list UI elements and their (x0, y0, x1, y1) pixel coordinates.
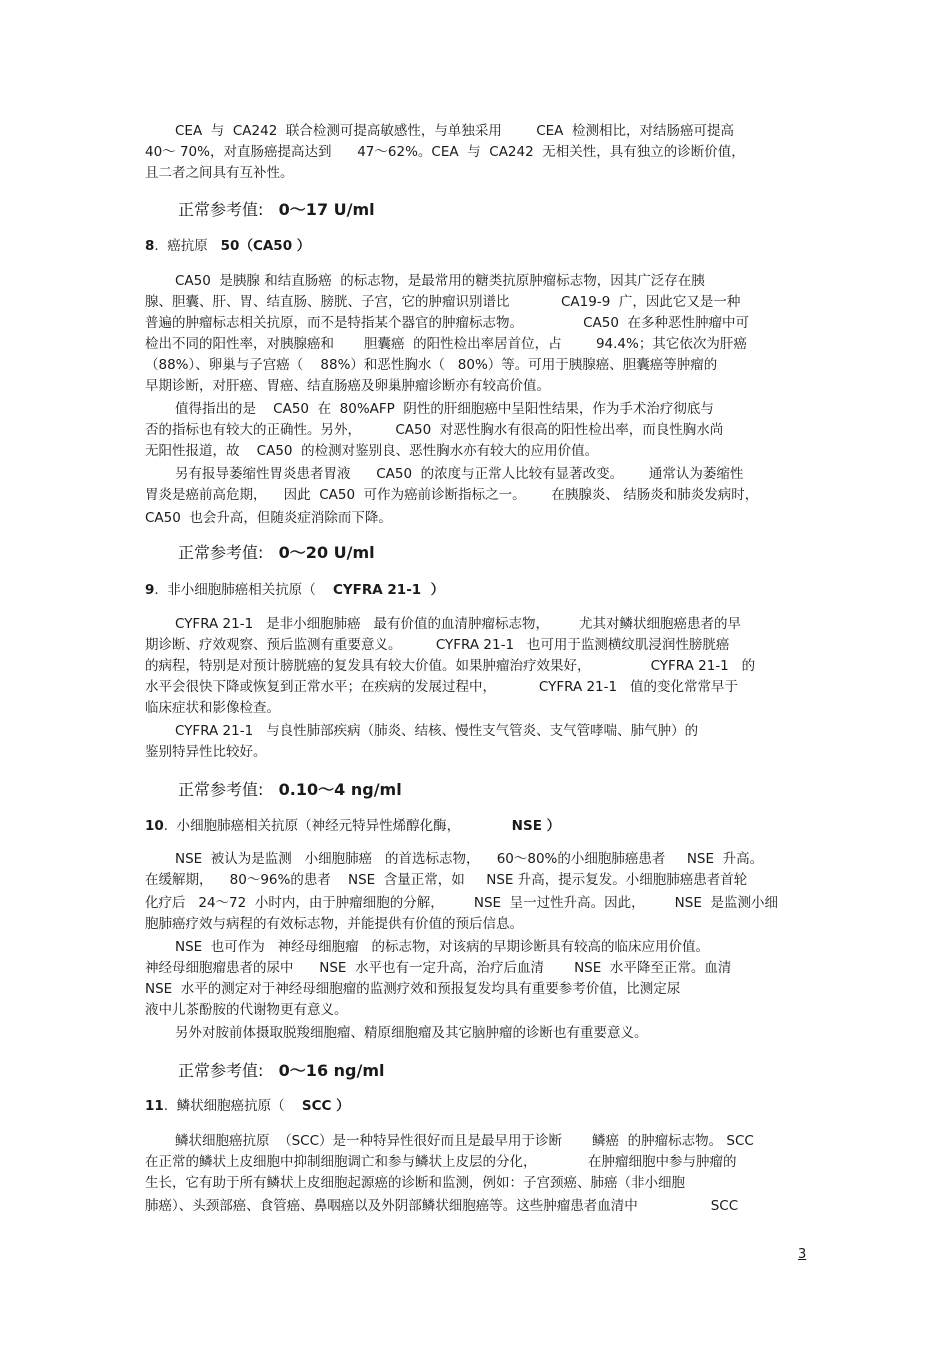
paragraph-line: 检出不同的阳性率，对胰腺癌和 胆囊癌 的阳性检出率居首位，占 94.4%；其它依次为肝癌 (145, 336, 747, 352)
paragraph-line: CA50 也会升高，但随炎症消除而下降。 (145, 510, 392, 526)
reference-label: 正常参考值: (178, 543, 264, 562)
reference-label: 正常参考值: (178, 200, 264, 219)
paragraph-line: 生长，它有助于所有鳞状上皮细胞起源癌的诊断和监测，例如：子宫颈癌、肺癌（非小细胞 (145, 1175, 685, 1191)
section-heading: 11. 鳞状细胞癌抗原（ SCC ） (145, 1098, 350, 1114)
paragraph-line: 否的指标也有较大的正确性。另外， CA50 对恶性胸水有很高的阳性检出率，而良性胸水尚 (145, 422, 724, 438)
section-code: CYFRA 21-1 ） (332, 582, 445, 598)
reference-value (178, 199, 375, 221)
page-number: 3 (798, 1247, 807, 1262)
paragraph-line: 鳞状细胞癌抗原 （SCC）是一种特异性很好而且是最早用于诊断 鳞癌 的肿瘤标志物。 SCC (175, 1133, 754, 1149)
reference-range: 0～17 U/ml (278, 200, 375, 219)
paragraph-line: 腺、胆囊、肝、胃、结直肠、膀胱、子宫，它的肿瘤识别谱比 CA19-9 广，因此它又是一种 (145, 294, 741, 310)
paragraph-line: 临床症状和影像检查。 (145, 700, 280, 716)
paragraph-line: 期诊断、疗效观察、预后监测有重要意义。 CYFRA 21-1 也可用于监测横纹肌浸润性膀胱癌 (145, 637, 730, 653)
section-heading: 8. 癌抗原 50（CA50 ） (145, 238, 311, 254)
paragraph-line: 在缓解期， 80～96%的患者 NSE 含量正常，如 NSE 升高，提示复发。小细胞肺癌患者首轮 (145, 872, 748, 888)
paragraph-line: CYFRA 21-1 是非小细胞肺癌 最有价值的血清肿瘤标志物， 尤其对鳞状细胞癌患者的早 (175, 616, 741, 632)
paragraph-line: （88%）、卵巢与子宫癌（ 88%）和恶性胸水（ 80%）等。可用于胰腺癌、胆囊癌等肿瘤的 (145, 357, 718, 373)
section-heading: 9. 非小细胞肺癌相关抗原（ CYFRA 21-1 ） (145, 582, 445, 598)
section-code: 50（CA50 ） (220, 238, 311, 254)
paragraph-line: CA50 是胰腺 和结直肠癌 的标志物，是最常用的糖类抗原肿瘤标志物，因其广泛存在胰 (175, 273, 705, 289)
section-number: 8 (145, 238, 155, 254)
reference-label: 正常参考值: (178, 1061, 264, 1080)
paragraph-line: 液中儿茶酚胺的代谢物更有意义。 (145, 1002, 348, 1018)
reference-label: 正常参考值: (178, 780, 264, 799)
paragraph-line: 值得指出的是 CA50 在 80%AFP 阴性的肝细胞癌中呈阳性结果，作为手术治疗彻底与 (175, 401, 714, 417)
paragraph-line: 普遍的肿瘤标志相关抗原，而不是特指某个器官的肿瘤标志物。 CA50 在多种恶性肿瘤中可 (145, 315, 749, 331)
paragraph-line: 的病程，特别是对预计膀胱癌的复发具有较大价值。如果肿瘤治疗效果好， CYFRA 21-1 的 (145, 658, 756, 674)
section-title: 非小细胞肺癌相关抗原（ (167, 582, 333, 598)
paragraph-line: 水平会很快下降或恢复到正常水平；在疾病的发展过程中， CYFRA 21-1 值的变化常常早于 (145, 679, 738, 695)
paragraph-line: 胞肺癌疗效与病程的有效标志物，并能提供有价值的预后信息。 (145, 916, 523, 932)
section-heading: 10. 小细胞肺癌相关抗原（神经元特异性烯醇化酶， NSE ） (145, 818, 561, 834)
paragraph-line: 早期诊断，对肝癌、胃癌、结直肠癌及卵巢肿瘤诊断亦有较高价值。 (145, 378, 550, 394)
paragraph-line: 且二者之间具有互补性。 (145, 165, 294, 181)
reference-value (178, 1060, 385, 1082)
paragraph-line: 另有报导萎缩性胃炎患者胃液 CA50 的浓度与正常人比较有显著改变。 通常认为萎缩性 (175, 466, 744, 482)
reference-value (178, 779, 402, 801)
paragraph-line: 胃炎是癌前高危期， 因此 CA50 可作为癌前诊断指标之一。 在胰腺炎、 结肠炎和肺炎发病时， (145, 487, 759, 503)
paragraph-line: NSE 被认为是监测 小细胞肺癌 的首选标志物， 60～80%的小细胞肺癌患者 NSE 升高。 (175, 851, 764, 867)
paragraph-line: 无阳性报道，故 CA50 的检测对鉴别良、恶性胸水亦有较大的应用价值。 (145, 443, 599, 459)
paragraph-line: 鉴别特异性比较好。 (145, 744, 267, 760)
paragraph-line: 化疗后 24～72 小时内，由于肿瘤细胞的分解， NSE 呈一过性升高。因此， NSE 是监测小细 (145, 895, 778, 911)
section-number: 11 (145, 1098, 164, 1114)
section-number: 9 (145, 582, 155, 598)
reference-range: 0.10～4 ng/ml (278, 780, 402, 799)
paragraph-line: NSE 也可作为 神经母细胞瘤 的标志物，对该病的早期诊断具有较高的临床应用价值。 (175, 939, 710, 955)
paragraph-line: 肺癌）、头颈部癌、食管癌、鼻咽癌以及外阴部鳞状细胞癌等。这些肿瘤患者血清中 SCC (145, 1198, 739, 1214)
paragraph-line: 在正常的鳞状上皮细胞中抑制细胞调亡和参与鳞状上皮层的分化， 在肿瘤细胞中参与肿瘤的 (145, 1154, 737, 1170)
paragraph-line: NSE 水平的测定对于神经母细胞瘤的监测疗效和预报复发均具有重要参考价值，比测定尿 (145, 981, 681, 997)
paragraph-line: 40～ 70%，对直肠癌提高达到 47～62%。CEA 与 CA242 无相关性，具有独立的诊断价值， (145, 144, 745, 160)
section-title: 癌抗原 (167, 238, 221, 254)
paragraph-line: CYFRA 21-1 与良性肺部疾病（肺炎、结核、慢性支气管炎、支气管哮喘、肺气肿）的 (175, 723, 699, 739)
section-title: 小细胞肺癌相关抗原（神经元特异性烯醇化酶， (176, 818, 512, 834)
section-title: 鳞状细胞癌抗原（ (176, 1098, 302, 1114)
section-number: 10 (145, 818, 164, 834)
paragraph-line: CEA 与 CA242 联合检测可提高敏感性，与单独采用 CEA 检测相比，对结肠癌可提高 (175, 123, 734, 139)
paragraph-line: 另外对胺前体摄取脱羧细胞瘤、精原细胞瘤及其它脑肿瘤的诊断也有重要意义。 (175, 1025, 648, 1041)
section-code: SCC ） (301, 1098, 350, 1114)
paragraph-line: 神经母细胞瘤患者的尿中 NSE 水平也有一定升高，治疗后血清 NSE 水平降至正常。血清 (145, 960, 732, 976)
reference-range: 0～16 ng/ml (278, 1061, 385, 1080)
reference-range: 0～20 U/ml (278, 543, 375, 562)
reference-value (178, 542, 375, 564)
section-code: NSE ） (511, 818, 561, 834)
